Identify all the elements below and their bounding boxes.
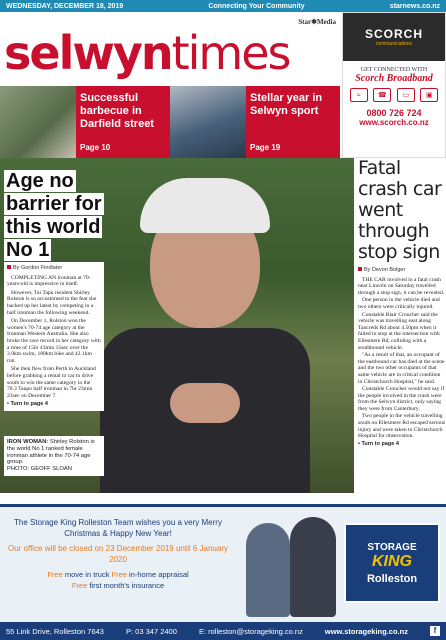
teaser-headline: Successful barbecue in Darfield street <box>80 92 154 130</box>
byline-text: By Gordon Findlater <box>13 265 63 271</box>
offer-text: in-home appraisal <box>126 570 189 579</box>
lead-paragraph: COMPLETING AN ironman at 70-years-old is impressive in itself. <box>7 274 91 288</box>
offer-free: Free <box>47 570 63 579</box>
teaser-page: Page 19 <box>250 143 281 152</box>
side-paragraph: Two people in the vehicle travelling south on Ellesmere Rd escaped serious injury and were taken to Christchurch Hospital for observation. <box>358 413 446 440</box>
wifi-icon: ≈ <box>350 88 368 102</box>
website-link[interactable]: starnews.co.nz <box>389 2 440 10</box>
offer-free: Free <box>71 581 88 590</box>
byline-marker <box>7 265 11 269</box>
teaser-sport[interactable] <box>170 86 340 158</box>
side-byline <box>358 267 446 274</box>
side-paragraph: One person in the vehicle died and two others were critically injured. <box>358 297 440 310</box>
side-paragraph: "As a result of that, an occupant of the eastbound car has died at the scene and the two other occupants of that same vehicle are in critical condition in Christchurch Hospital," he said. <box>358 352 445 385</box>
side-paragraph: THE CAR involved in a fatal crash near Lincoln on Saturday travelled through a stop sign, it can be revealed. <box>358 276 445 296</box>
byline-marker <box>358 267 362 271</box>
logo-selwyn: selwyn <box>4 26 172 80</box>
photo-caption <box>4 436 104 476</box>
photo-credit: PHOTO: GEOFF SLOAN <box>7 466 72 473</box>
caption-text: Shirley Rolston is the world No 1 ranked female ironman athlete in the 70-74 age group. <box>7 439 95 466</box>
ad-website[interactable]: www.storageking.co.nz <box>324 626 408 636</box>
ad-phone[interactable]: P: 03 347 2400 <box>126 626 177 636</box>
offer-free: Free <box>111 570 127 579</box>
staff-man <box>246 523 290 617</box>
facebook-icon[interactable]: f <box>430 626 440 636</box>
ad-footer <box>0 622 446 640</box>
lead-paragraph: She then flew from Perth to Auckland before grabbing a rental to car to drive south to win the same category in the 70.3 Taupo half ironman in 7hr 23min 23sec on December 7. <box>7 366 96 399</box>
ad-greeting: The Storage King Rolleston Team wishes you a very Merry Christmas & Happy New Year! <box>14 518 222 538</box>
scorch-brand: SCORCH <box>364 27 423 41</box>
teaser-barbecue[interactable] <box>0 86 170 158</box>
lead-byline <box>7 265 101 272</box>
storage-king-logo <box>344 523 440 603</box>
scorch-banner <box>343 13 445 61</box>
teaser-sport-photo <box>170 86 246 158</box>
issue-date: WEDNESDAY, DECEMBER 18, 2019 <box>6 2 124 10</box>
publisher-logo: Star✱Media <box>298 18 336 26</box>
scorch-sub: communications <box>375 41 413 47</box>
teaser-bar <box>0 86 340 158</box>
newspaper-logo[interactable] <box>4 28 289 78</box>
scorch-connect: GET CONNECTED WITH <box>360 67 428 73</box>
lead-headline-text: Age no barrier for this world No 1 <box>6 170 102 261</box>
lead-turn-link[interactable]: • Turn to page 4 <box>7 401 48 408</box>
scorch-icons <box>347 88 441 102</box>
masthead <box>0 12 340 86</box>
scorch-advert[interactable] <box>342 12 446 158</box>
scorch-website[interactable]: www.scorch.co.nz <box>359 118 429 127</box>
ad-offers <box>8 569 228 591</box>
router-icon: ▭ <box>397 88 415 102</box>
side-story-body <box>358 267 446 447</box>
ad-email[interactable]: E: rolleston@storageking.co.nz <box>198 626 303 636</box>
side-turn-link[interactable]: • Turn to page 4 <box>358 440 399 447</box>
logo-rolleston: Rolleston <box>366 572 418 585</box>
side-paragraph: Constable Blair Croucher said the vehicle was travelling east along Tancreds Rd about 4.50pm when it failed to stop at the intersection with Ellesmere Rd, colliding with a southbound vehicle. <box>358 311 440 351</box>
side-paragraph: Constable Croucher would not say if the people involved in the crash were from the Selwyn district, only saying they were from Canterbury. <box>358 386 445 412</box>
staff-woman <box>290 517 336 617</box>
lead-story-body <box>4 262 104 411</box>
lead-headline[interactable] <box>4 170 130 262</box>
logo-times: times <box>171 26 290 80</box>
offer-text: move in truck <box>62 570 112 579</box>
lead-headline-box <box>4 170 130 262</box>
offer-text: first month's insurance <box>87 581 165 590</box>
side-headline[interactable]: Fatal crash car went through stop sign <box>358 157 442 263</box>
logo-storage: STORAGE <box>367 541 417 553</box>
scorch-phone[interactable]: 0800 726 724 <box>366 108 422 118</box>
storage-king-advert[interactable] <box>0 504 446 640</box>
phone-icon: ☎ <box>373 88 391 102</box>
lead-paragraph: However, Tai Tapu resident Shirley Rolston is so accustomed to the feat she backed up her latest by competing in a half ironman the following weekend. <box>7 289 97 316</box>
teaser-headline: Stellar year in Selwyn sport <box>250 92 323 117</box>
scorch-product: Scorch Broadband <box>355 73 433 84</box>
lead-paragraph: On December 1, Rolston won the women's 70-74 age category at the Ironman Western Australia. She also broke the race record in her category with a time of 15hr 43min 15sec over the 3.9km swim, 180km bike and 42.1km run. <box>7 318 101 364</box>
logo-king: KING <box>372 552 412 570</box>
byline-text: By Devon Bolger <box>364 267 406 273</box>
teaser-page: Page 10 <box>80 143 111 152</box>
tv-icon: ▣ <box>420 88 438 102</box>
ad-address: 55 Link Drive, Rolleston 7643 <box>6 626 104 636</box>
side-story <box>358 158 446 447</box>
tagline: Connecting Your Community <box>208 2 305 10</box>
top-strip <box>0 0 446 12</box>
photo-hands <box>170 383 240 423</box>
caption-label: IRON WOMAN: <box>7 439 49 445</box>
ad-staff-photo <box>246 513 336 617</box>
photo-helmet <box>140 178 270 233</box>
teaser-barbecue-photo <box>0 86 76 158</box>
ad-closure-notice: Our office will be closed on 23 December 2019 until 6 January 2020 <box>8 544 228 564</box>
